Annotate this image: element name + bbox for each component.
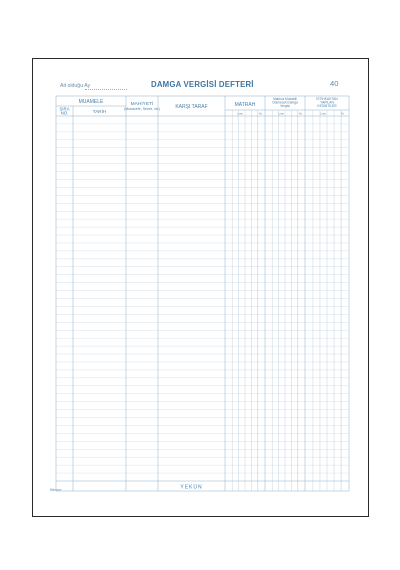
- money-subcolumns: [232, 110, 341, 491]
- col-istihkak-line1: İSTİHKAKTAN: [316, 97, 338, 101]
- col-sira-line1: SIRA: [59, 106, 70, 112]
- col-matrah: MATRAH: [234, 102, 256, 108]
- col-karsi-taraf: KARŞI TARAF: [175, 104, 208, 110]
- col-makbuz-line2: Ödenecek Damga: [272, 100, 298, 105]
- total-label: YEKÜN: [180, 484, 203, 491]
- col-istihkak-lira: Lira: [320, 111, 326, 116]
- col-matrah-kurus: Kr.: [259, 111, 263, 116]
- month-label: Ait olduğu Ay: [60, 83, 91, 89]
- col-istihkak-kurus: Kr.: [341, 111, 345, 116]
- col-istihkak-line2: YAPILAN: [320, 100, 334, 105]
- col-istihkak-line3: KESİNTİLER: [317, 104, 337, 108]
- page-number: 40: [330, 79, 339, 88]
- col-mahiyeti-line2: (Mukavele, Senet, vb.): [124, 107, 160, 111]
- col-makbuz-line3: Vergisi: [280, 104, 290, 108]
- ledger-title: DAMGA VERGİSİ DEFTERİ: [151, 80, 254, 89]
- ledger-frame: [56, 96, 349, 491]
- col-makbuz-lira: Lira: [278, 111, 284, 116]
- col-makbuz-line1: Makbuz Mukabili: [273, 97, 297, 101]
- col-tarih: TARİH: [92, 109, 107, 114]
- ledger-grid: [33, 59, 370, 518]
- col-makbuz-kurus: Kr.: [299, 111, 303, 116]
- col-matrah-lira: Lira: [237, 111, 243, 116]
- col-sira-line2: NO.: [60, 110, 69, 116]
- col-muamele: MUAMELE: [78, 99, 104, 105]
- col-mahiyeti-line1: MAHİYETİ: [130, 102, 154, 107]
- brand-mark: Bilmeze: [50, 488, 62, 492]
- ledger-page: [32, 58, 369, 517]
